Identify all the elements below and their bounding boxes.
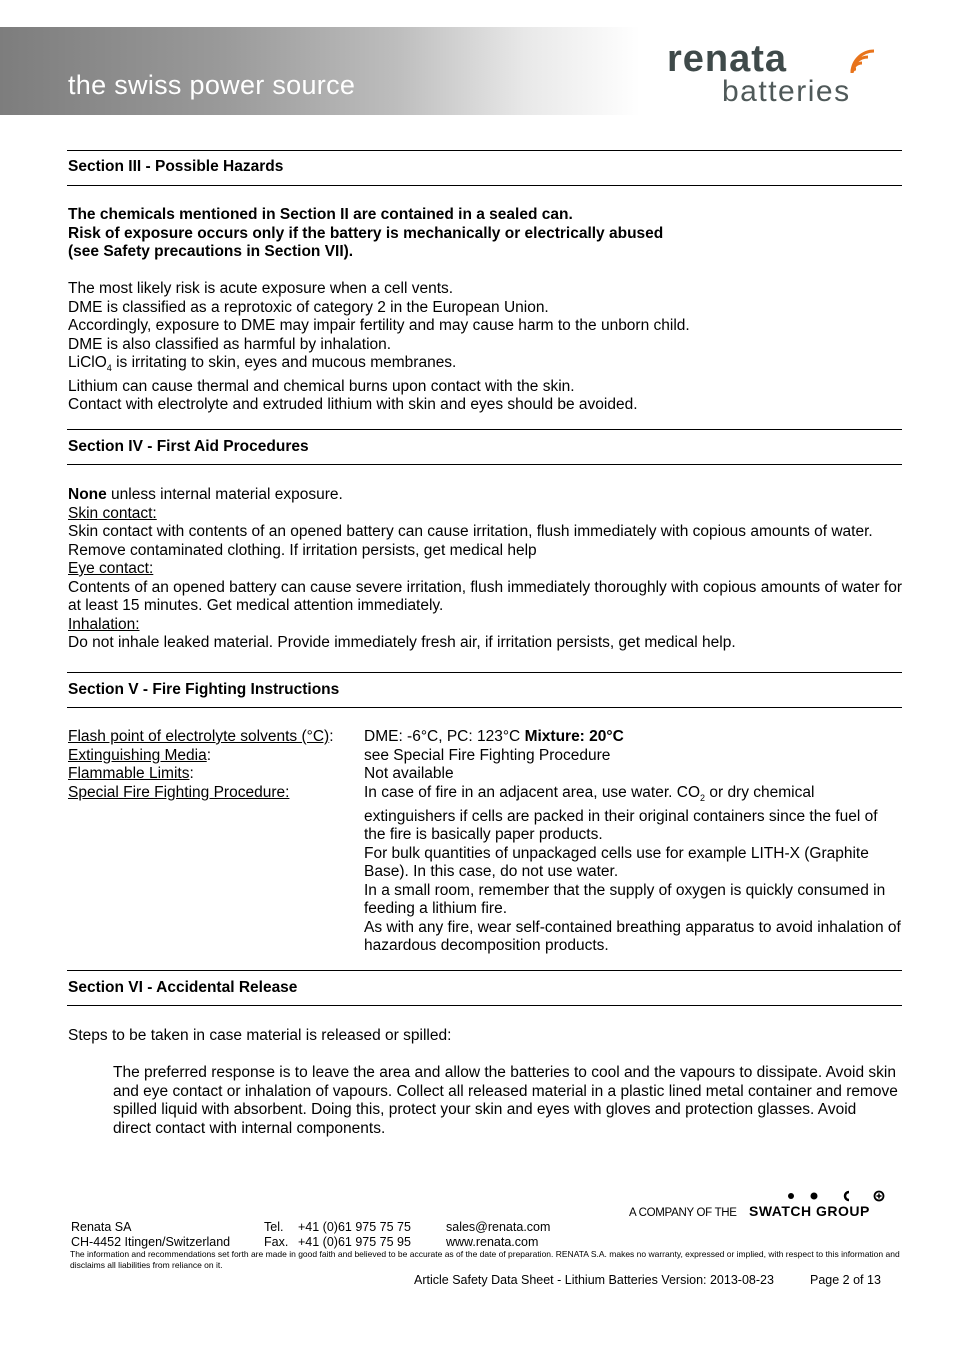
footer-email[interactable]: sales@renata.com [446, 1220, 551, 1234]
release-intro: Steps to be taken in case material is released or spilled: [68, 1027, 452, 1044]
section-4-body [68, 486, 902, 653]
section-rule [67, 672, 902, 673]
section-rule [67, 464, 902, 465]
footer-address: CH-4452 Itingen/Switzerland [71, 1235, 231, 1249]
skin-contact-label: Skin contact: [68, 504, 157, 522]
release-body: The preferred response is to leave the area and allow the batteries to cool and the vapours to dissipate. Avoid skin and eye contact or inhalation of vapours. Collect all released material in a plastic lined metal container and remove spilled liquid with absorbent. Doing this, protect your skin and eyes with gloves and protection glasses. Avoid direct contact with internal components. [113, 1064, 898, 1137]
first-aid-intro: None unless internal material exposure. [68, 486, 343, 503]
special-procedure-p4: As with any fire, wear self-contained breathing apparatus to avoid inhalation of hazardous decomposition products. [364, 918, 901, 955]
hazard-line: DME is classified as a reprotoxic of category 2 in the European Union. [68, 298, 549, 316]
extinguishing-media-label: Extinguishing Media: [68, 747, 212, 764]
section-4-title: Section IV - First Aid Procedures [68, 438, 309, 455]
section-3-body [68, 206, 902, 415]
hazard-line: Lithium can cause thermal and chemical burns upon contact with the skin. [68, 377, 575, 395]
hazard-bold-line: The chemicals mentioned in Section II are contained in a sealed can. [68, 206, 573, 223]
section-rule [67, 185, 902, 186]
swatch-group-text: SWATCH GROUP [749, 1203, 870, 1219]
inhalation-label: Inhalation: [68, 615, 140, 633]
hazard-line: Contact with electrolyte and extruded lithium with skin and eyes should be avoided. [68, 396, 638, 414]
logo-subtitle: batteries [722, 75, 851, 108]
section-rule [67, 707, 902, 708]
special-procedure-p1: In case of fire in an adjacent area, use water. $CO_2$ or dry chemical extinguishers if cells are packed in their original containers since the fuel of the fire is basically paper products. [364, 784, 878, 844]
extinguishing-media-value: see Special Fire Fighting Procedure [364, 747, 611, 764]
logo-waves-icon [850, 47, 880, 75]
footer-fax-label: Fax. [264, 1235, 289, 1249]
footer-disclaimer: The information and recommendations set forth are made in good faith and believed to be accurate as of the date of preparation. RENATA S.A. makes no warranty, expressed or implied, with respect to this information and disclaims all liabilities from reliance on it. [70, 1249, 900, 1270]
section-rule [67, 1005, 902, 1006]
logo-wordmark: renata [667, 38, 788, 80]
footer-page-number: Page 2 of 13 [810, 1273, 881, 1287]
header-slogan: the swiss power source [68, 70, 356, 100]
company-of-text: A COMPANY OF THE [629, 1207, 737, 1219]
section-rule [67, 150, 902, 151]
hazard-line-licl: LiClO$_4$ is irritating to skin, eyes and mucous membranes. [68, 354, 457, 374]
skin-contact-text: Skin contact with contents of an opened battery can cause irritation, flush immediately with copious amounts of water. Remove contaminated clothing. If irritation persists, get medical help [68, 523, 873, 559]
eye-contact-label: Eye contact: [68, 560, 154, 577]
section-3-title: Section III - Possible Hazards [68, 158, 284, 175]
hazard-line: The most likely risk is acute exposure when a cell vents. [68, 280, 454, 297]
footer-tel: +41 (0)61 975 75 75 [298, 1220, 411, 1234]
swatch-group-logo [629, 1190, 889, 1226]
footer-company-name: Renata SA [71, 1220, 132, 1234]
special-procedure-p3: In a small room, remember that the supply of oxygen is quickly consumed in feeding a lithium fire. [364, 881, 886, 918]
section-rule [67, 429, 902, 430]
special-procedure-label: Special Fire Fighting Procedure: [68, 784, 290, 801]
section-rule [67, 970, 902, 971]
special-procedure-value [364, 784, 902, 956]
footer-doc-title: Article Safety Data Sheet - Lithium Batteries Version: 2013-08-23 [414, 1273, 774, 1287]
flammable-limits-value: Not available [364, 765, 454, 782]
section-6-title: Section VI - Accidental Release [68, 979, 298, 996]
eye-contact-text: Contents of an opened battery can cause severe irritation, flush immediately thoroughly with copious amounts of water for at least 15 minutes. Get medical attention immediately. [68, 578, 903, 614]
flash-point-label: Flash point of electrolyte solvents (°C): [68, 728, 334, 745]
hazard-bold-line: (see Safety precautions in Section VII). [68, 243, 354, 260]
flash-point-value: DME: -6°C, PC: 123°C Mixture: 20°C [364, 728, 624, 745]
special-procedure-p2: For bulk quantities of unpackaged cells use for example LITH-X (Graphite Base). In this case, do not use water. [364, 844, 869, 881]
hazard-line: DME is also classified as harmful by inhalation. [68, 335, 392, 353]
footer-tel-label: Tel. [264, 1220, 284, 1234]
hazard-bold-line: Risk of exposure occurs only if the battery is mechanically or electrically abused [68, 224, 664, 242]
section-5-title: Section V - Fire Fighting Instructions [68, 681, 340, 698]
hazard-line: Accordingly, exposure to DME may impair fertility and may cause harm to the unborn child. [68, 317, 690, 334]
footer-fax: +41 (0)61 975 75 95 [298, 1235, 411, 1249]
inhalation-text: Do not inhale leaked material. Provide immediately fresh air, if irritation persists, get medical help. [68, 634, 736, 651]
flammable-limits-label: Flammable Limits: [68, 765, 194, 782]
footer-website[interactable]: www.renata.com [446, 1235, 539, 1249]
